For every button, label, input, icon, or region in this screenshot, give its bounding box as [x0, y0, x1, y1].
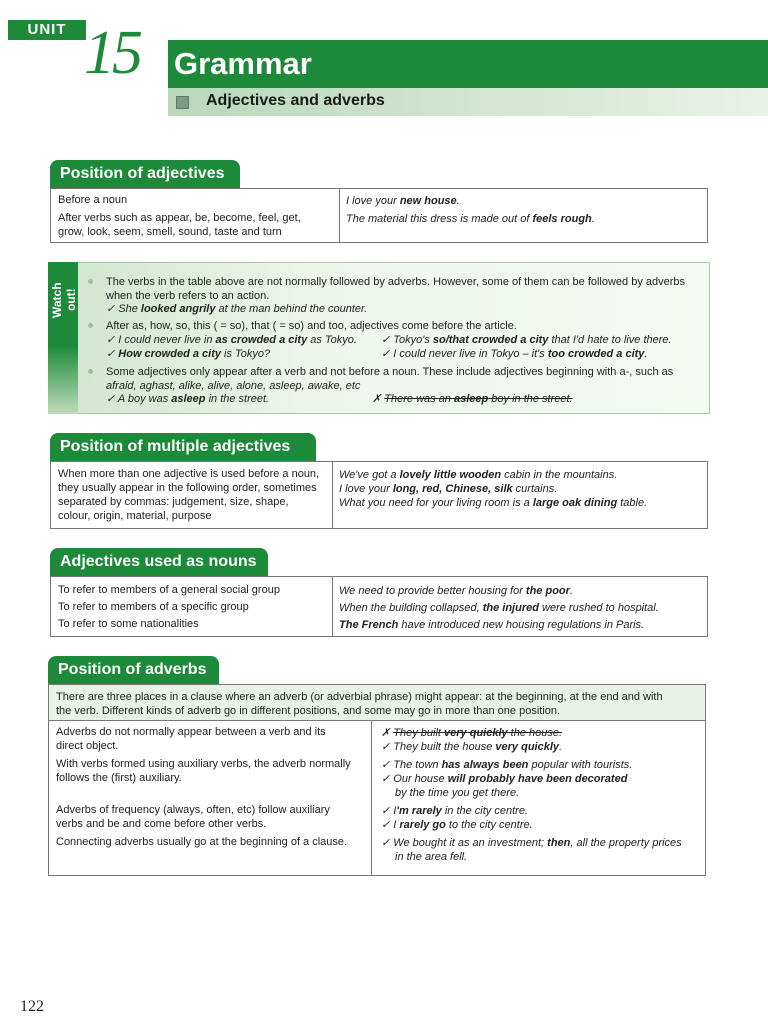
example-sentence: We need to provide better housing for the poor.	[339, 585, 573, 597]
bullet-icon	[88, 323, 93, 328]
example-sentence: I love your long, red, Chinese, silk curtains.	[339, 483, 558, 495]
example-sentence: We've got a lovely little wooden cabin in the mountains.	[339, 469, 618, 481]
page-title: Grammar	[174, 46, 312, 81]
example-sentence: ✓ The town has always been popular with tourists.	[381, 759, 633, 771]
example-sentence: ✓ I'm rarely in the city centre.	[381, 805, 528, 817]
example-sentence: ✓ We bought it as an investment; then, all the property prices	[381, 837, 682, 849]
watch-out-label: Watch out!	[50, 282, 78, 318]
rule-text: To refer to members of a specific group	[58, 601, 249, 613]
example-sentence: in the area fell.	[395, 851, 468, 863]
rule-text: After verbs such as appear, be, become, feel, get,	[58, 212, 301, 224]
section-heading-position-of-adverbs: Position of adverbs	[48, 656, 219, 684]
rule-text: Before a noun	[58, 194, 128, 206]
example-sentence: ✓ A boy was asleep in the street.	[106, 393, 270, 405]
rule-text: colour, origin, material, purpose	[58, 510, 212, 522]
example-sentence: When the building collapsed, the injured were rushed to hospital.	[339, 602, 659, 614]
rule-text: Adverbs do not normally appear between a verb and its	[56, 726, 326, 738]
square-bullet-icon	[176, 96, 189, 109]
rule-text: follows the (first) auxiliary.	[56, 772, 182, 784]
incorrect-example: ✗ There was an asleep boy in the street.	[372, 393, 573, 405]
section-heading-multiple-adjectives: Position of multiple adjectives	[50, 433, 316, 461]
example-sentence: I love your new house.	[346, 195, 460, 207]
example-sentence: ✓ I could never live in as crowded a city as Tokyo.	[106, 334, 357, 346]
example-sentence: ✓ I could never live in Tokyo – it's too crowded a city.	[381, 348, 648, 360]
bullet-icon	[88, 279, 93, 284]
rule-text: To refer to members of a general social group	[58, 584, 280, 596]
rule-text: Connecting adverbs usually go at the beginning of a clause.	[56, 836, 348, 848]
rule-text: To refer to some nationalities	[58, 618, 199, 630]
rule-text: With verbs formed using auxiliary verbs, the adverb normally	[56, 758, 351, 770]
note-text: After as, how, so, this ( = so), that ( = so) and too, adjectives come before the article.	[106, 320, 517, 332]
rule-text: verbs and be and come before other verbs.	[56, 818, 267, 830]
rule-text: grow, look, seem, smell, sound, taste and turn	[58, 226, 282, 238]
page-number: 122	[20, 998, 44, 1015]
example-sentence: ✓ How crowded a city is Tokyo?	[106, 348, 271, 360]
note-text: when the verb refers to an action.	[106, 290, 270, 302]
intro-text: the verb. Different kinds of adverb go in different positions, and some may go in more than one position.	[56, 705, 561, 717]
rule-text: they usually appear in the following order, sometimes	[58, 482, 317, 494]
note-text: afraid, aghast, alike, alive, alone, asleep, awake, etc	[106, 380, 361, 392]
intro-text: There are three places in a clause where an adverb (or adverbial phrase) might appear: at the beginning, at the end and with	[56, 691, 663, 703]
rule-text: separated by commas: judgement, size, shape,	[58, 496, 289, 508]
example-sentence: ✓ She looked angrily at the man behind the counter.	[106, 303, 368, 315]
example-sentence: ✓ They built the house very quickly.	[381, 741, 563, 753]
example-sentence: ✓ Tokyo's so/that crowded a city that I'd hate to live there.	[381, 334, 672, 346]
note-text: Some adjectives only appear after a verb and not before a noun. These include adjectives beginning with a-, such as	[106, 366, 674, 378]
bullet-icon	[88, 369, 93, 374]
unit-label: UNIT	[8, 20, 86, 40]
note-text: The verbs in the table above are not normally followed by adverbs. However, some of them can be followed by adverbs	[106, 276, 686, 288]
example-sentence: by the time you get there.	[395, 787, 520, 799]
rule-text: When more than one adjective is used before a noun,	[58, 468, 320, 480]
example-sentence: The material this dress is made out of feels rough.	[346, 213, 595, 225]
rule-text: Adverbs of frequency (always, often, etc) follow auxiliary	[56, 804, 330, 816]
adverbs-table	[48, 720, 706, 876]
page-subtitle: Adjectives and adverbs	[206, 92, 385, 109]
section-heading-position-of-adjectives: Position of adjectives	[50, 160, 240, 188]
rule-text: direct object.	[56, 740, 119, 752]
example-sentence: The French have introduced new housing regulations in Paris.	[339, 619, 645, 631]
example-sentence: ✓ Our house will probably have been decorated	[381, 773, 628, 785]
incorrect-example: ✗ They built very quickly the house.	[381, 727, 563, 739]
section-heading-adjectives-as-nouns: Adjectives used as nouns	[50, 548, 268, 576]
example-sentence: What you need for your living room is a large oak dining table.	[339, 497, 648, 509]
example-sentence: ✓ I rarely go to the city centre.	[381, 819, 533, 831]
unit-number: 15	[84, 19, 140, 87]
